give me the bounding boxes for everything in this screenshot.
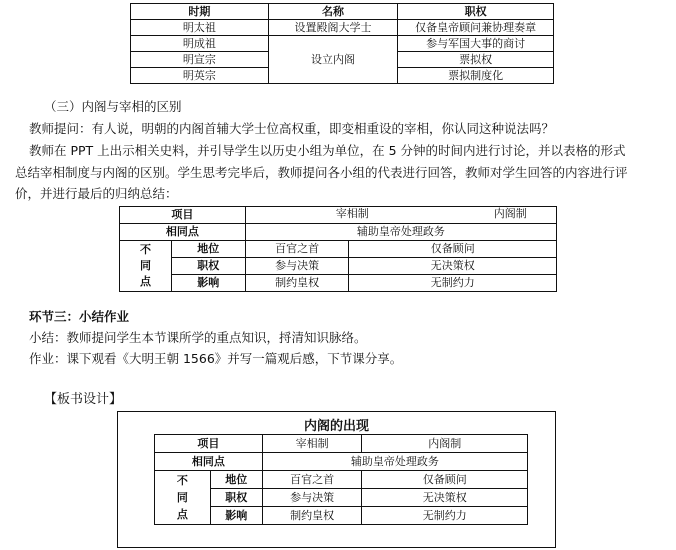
table-cell: 设置殿阁大学士 <box>268 20 398 36</box>
diff-label-char: 点 <box>176 508 188 521</box>
table-cell: 百官之首 <box>262 471 362 489</box>
row-label: 影响 <box>171 275 245 292</box>
diff-label-char: 不 <box>176 474 188 487</box>
section-title: （三）内阁与宰相的区别 <box>44 99 182 114</box>
same-value: 辅助皇帝处理政务 <box>262 453 527 471</box>
table-row <box>120 258 557 275</box>
table-cell: 参与决策 <box>245 258 349 275</box>
row-label: 职权 <box>171 258 245 275</box>
table-cell: 仅备皇帝顾问兼协理奏章 <box>398 20 554 36</box>
table-row <box>155 471 528 489</box>
section-summary-title: 环节三：小结作业 <box>29 309 130 324</box>
table-cell: 无决策权 <box>349 258 557 275</box>
diff-label-char: 同 <box>139 259 151 272</box>
table-row <box>131 20 554 36</box>
board-comparison-table <box>154 434 528 525</box>
row-label: 职权 <box>210 489 262 507</box>
table-cell: 无制约力 <box>362 507 528 525</box>
comparison-table <box>119 206 557 292</box>
header-period: 时期 <box>131 4 269 20</box>
table-cell: 制约皇权 <box>262 507 362 525</box>
diff-label <box>120 241 172 292</box>
table-row <box>155 507 528 525</box>
table-cell: 仅备顾问 <box>349 241 557 258</box>
table-row <box>120 241 557 258</box>
same-label: 相同点 <box>120 224 246 241</box>
table-header-row <box>155 435 528 453</box>
table-cell: 明宣宗 <box>131 52 269 68</box>
header-cabinet: 内阁制 <box>493 207 527 220</box>
header-chancellor: 宰相制 <box>335 207 369 220</box>
officials-table <box>130 3 554 84</box>
table-cell: 制约皇权 <box>245 275 349 292</box>
row-label: 地位 <box>171 241 245 258</box>
header-systems <box>245 207 556 224</box>
table-header-row <box>120 207 557 224</box>
header-authority: 职权 <box>398 4 554 20</box>
table-cell: 无制约力 <box>349 275 557 292</box>
table-row <box>155 489 528 507</box>
same-label: 相同点 <box>155 453 263 471</box>
header-name: 名称 <box>268 4 398 20</box>
table-cell: 参与军国大事的商讨 <box>398 36 554 52</box>
diff-label-char: 不 <box>139 243 151 256</box>
table-cell: 明英宗 <box>131 68 269 84</box>
table-cell: 百官之首 <box>245 241 349 258</box>
table-cell: 参与决策 <box>262 489 362 507</box>
board-design-box <box>117 411 556 548</box>
row-label: 影响 <box>210 507 262 525</box>
diff-label-char: 点 <box>139 275 151 288</box>
homework-text: 作业：课下观看《大明王朝 1566》并写一篇观后感，下节课分享。 <box>29 351 403 366</box>
summary-text: 小结：教师提问学生本节课所学的重点知识，捋清知识脉络。 <box>29 330 367 345</box>
same-value: 辅助皇帝处理政务 <box>245 224 556 241</box>
header-chancellor: 宰相制 <box>262 435 362 453</box>
board-design-heading: 【板书设计】 <box>44 392 123 407</box>
paragraph-question: 教师提问：有人说，明朝的内阁首辅大学士位高权重，即变相重设的宰相，你认同这种说法吗？ <box>29 121 555 136</box>
diff-label-char: 同 <box>176 491 188 504</box>
table-header-row <box>131 4 554 20</box>
table-cell: 票拟制度化 <box>398 68 554 84</box>
paragraph-line: 总结宰相制度与内阁的区别。学生思考完毕后，教师提问各小组的代表进行回答，教师对学生回答的内容进行评 <box>15 165 628 180</box>
table-row <box>155 453 528 471</box>
table-row <box>120 224 557 241</box>
header-item: 项目 <box>120 207 246 224</box>
table-row <box>131 36 554 52</box>
table-cell: 明太祖 <box>131 20 269 36</box>
row-label: 地位 <box>210 471 262 489</box>
diff-label <box>155 471 211 525</box>
table-cell: 票拟权 <box>398 52 554 68</box>
table-cell: 仅备顾问 <box>362 471 528 489</box>
header-item: 项目 <box>155 435 263 453</box>
board-title: 内阁的出现 <box>303 419 369 434</box>
paragraph-line: 价，并进行最后的归纳总结： <box>15 186 178 201</box>
header-cabinet: 内阁制 <box>362 435 528 453</box>
table-cell: 无决策权 <box>362 489 528 507</box>
table-row <box>120 275 557 292</box>
table-cell: 明成祖 <box>131 36 269 52</box>
table-cell: 设立内阁 <box>268 36 398 84</box>
paragraph-line: 教师在 PPT 上出示相关史料，并引导学生以历史小组为单位，在 5 分钟的时间内进行讨论，并以表格的形式 <box>29 143 626 158</box>
